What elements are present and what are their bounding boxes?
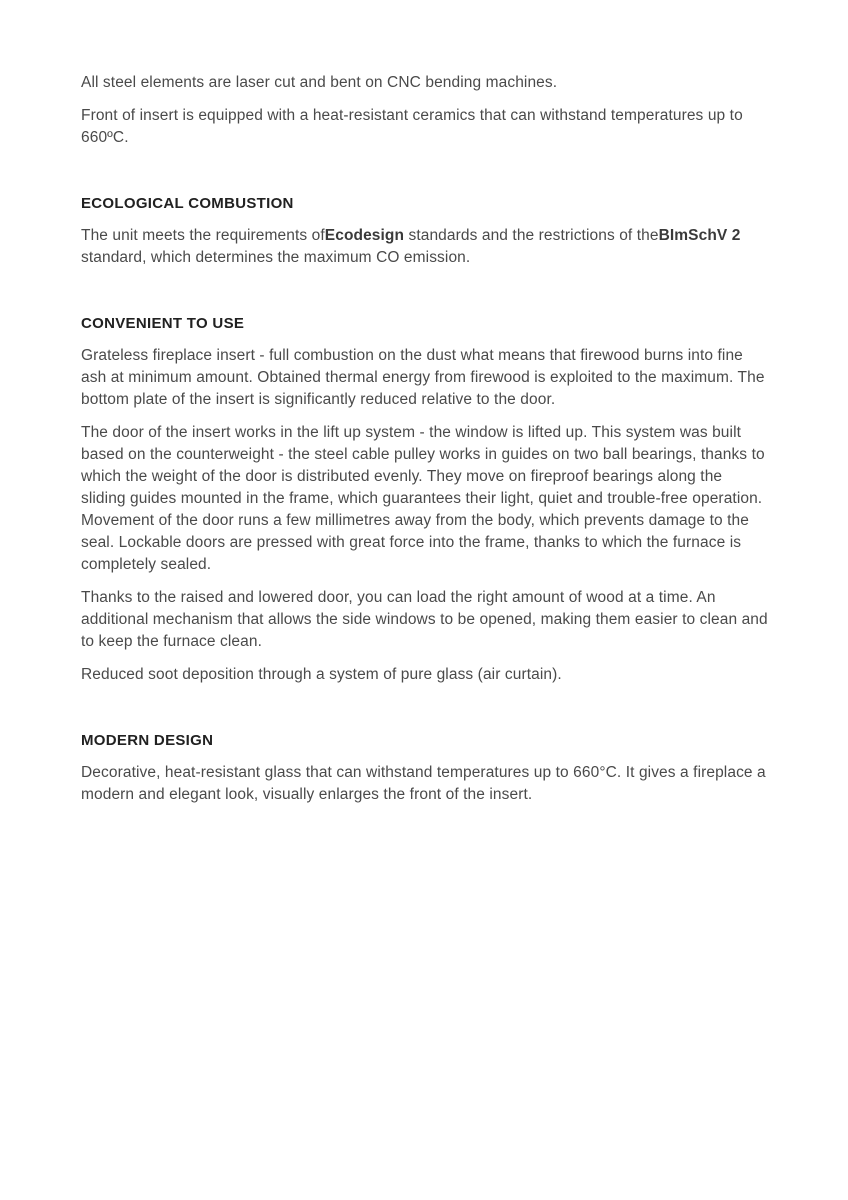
paragraph — [81, 72, 768, 94]
text-segment: Thanks to the raised and lowered door, you can load the right amount of wood at a time. An additional mechanism that allows the side windows to be opened, making them easier to clean and to keep the furnace clean. — [81, 589, 768, 650]
paragraph — [81, 762, 768, 806]
paragraph — [81, 225, 768, 269]
paragraph — [81, 345, 768, 411]
bold-text-segment: Ecodesign — [324, 227, 405, 244]
text-segment: All steel elements are laser cut and bent on CNC bending machines. — [81, 74, 558, 91]
paragraph — [81, 105, 768, 149]
paragraph — [81, 664, 768, 686]
text-segment: The door of the insert works in the lift up system - the window is lifted up. This system was built based on the counterweight - the steel cable pulley works in guides on two ball bearings, thanks to which the weight of the door is distributed evenly. They move on fireproof bearings along the sliding guides mounted in the frame, which guarantees their light, quiet and trouble-free operation. Movement of the door runs a few millimetres away from the body, which prevents damage to the seal. Lockable doors are pressed with great force into the frame, thanks to which the furnace is completely sealed. — [81, 424, 765, 573]
text-segment: Decorative, heat-resistant glass that can withstand temperatures up to 660°C. It gives a fireplace a modern and elegant look, visually enlarges the front of the insert. — [81, 764, 766, 803]
paragraph — [81, 587, 768, 653]
section-heading: CONVENIENT TO USE — [81, 315, 245, 332]
text-segment: standards and the restrictions of the — [404, 227, 659, 244]
text-segment: Reduced soot deposition through a system of pure glass (air curtain). — [81, 666, 562, 683]
paragraph — [81, 422, 768, 576]
bold-text-segment: BImSchV 2 — [658, 227, 741, 244]
text-segment: Grateless fireplace insert - full combustion on the dust what means that firewood burns into fine ash at minimum amount. Obtained thermal energy from firewood is exploited to the maximum. The bottom plate of the insert is significantly reduced relative to the door. — [81, 347, 765, 408]
section-heading: ECOLOGICAL COMBUSTION — [81, 195, 294, 212]
section-heading: MODERN DESIGN — [81, 732, 214, 749]
text-segment: The unit meets the requirements of — [81, 227, 325, 244]
text-segment: Front of insert is equipped with a heat-resistant ceramics that can withstand temperatures up to 660ºC. — [81, 107, 743, 146]
text-segment: standard, which determines the maximum CO emission. — [81, 249, 471, 266]
